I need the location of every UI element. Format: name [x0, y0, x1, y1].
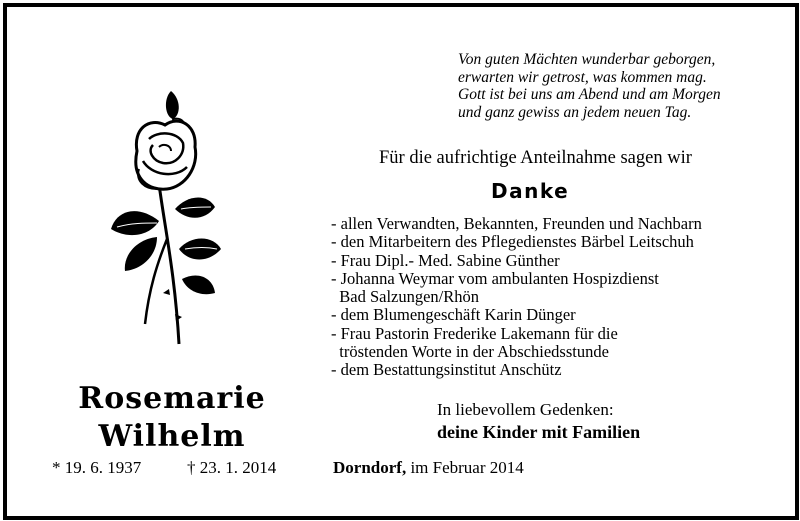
thanks-item: - den Mitarbeitern des Pflegedienstes Bärbel Leitschuh — [331, 232, 694, 252]
thanks-item: Bad Salzungen/Rhön — [331, 287, 480, 307]
thanks-item: tröstenden Worte in der Abschiedsstunde — [331, 342, 609, 362]
deceased-first-name: Rosemarie — [78, 381, 266, 416]
thanks-item: - Johanna Weymar vom ambulanten Hospizdienst — [331, 268, 659, 288]
death-date: † 23. 1. 2014 — [187, 458, 277, 477]
obituary-notice — [3, 3, 799, 520]
thanks-item: - Frau Pastorin Frederike Lakemann für die — [331, 323, 618, 343]
danke-heading: Danke — [491, 179, 570, 203]
gedenken-text: In liebevollem Gedenken: — [437, 400, 614, 419]
thanks-item: - allen Verwandten, Bekannten, Freunden und Nachbarn — [331, 214, 702, 233]
thanks-item: - dem Bestattungsinstitut Anschütz — [331, 360, 562, 380]
place-name: Dorndorf, — [333, 458, 407, 477]
poem-line: erwarten wir getrost, was kommen mag. — [458, 68, 707, 86]
thanks-item: - dem Blumengeschäft Karin Dünger — [331, 305, 576, 325]
poem-line: Gott ist bei uns am Abend und am Morgen — [458, 86, 721, 103]
thanks-list — [331, 215, 702, 380]
date-text: im Februar 2014 — [406, 458, 524, 477]
poem-line: Von guten Mächten wunderbar geborgen, — [458, 51, 716, 68]
thanks-item: - Frau Dipl.- Med. Sabine Günther — [331, 250, 560, 270]
birth-date: * 19. 6. 1937 — [52, 458, 142, 477]
poem-line: und ganz gewiss an jedem neuen Tag. — [458, 103, 692, 121]
rose-illustration — [87, 89, 237, 349]
intro-text: Für die aufrichtige Anteilnahme sagen wir — [379, 148, 692, 168]
deceased-last-name: Wilhelm — [98, 419, 246, 454]
place-date — [333, 458, 524, 478]
family-signature: deine Kinder mit Familien — [437, 422, 641, 442]
poem — [458, 51, 788, 121]
